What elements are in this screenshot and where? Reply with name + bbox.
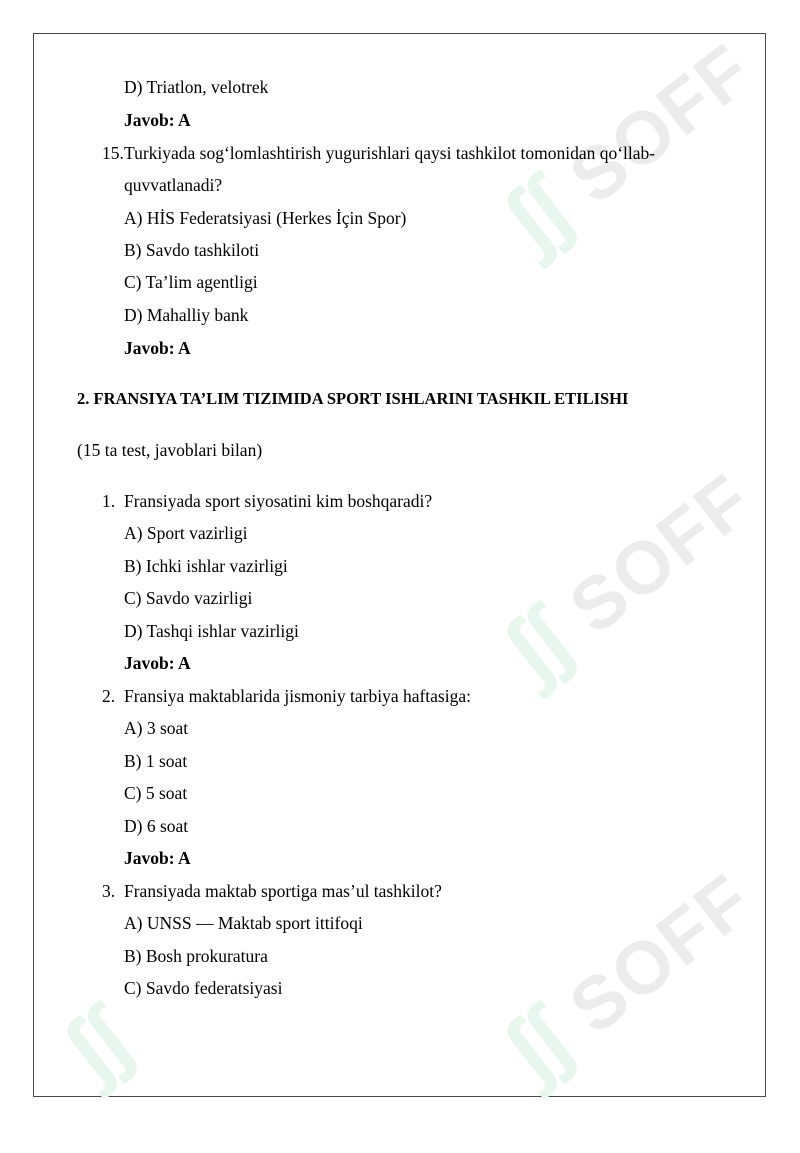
section-subtitle: (15 ta test, javoblari bilan) [77, 440, 263, 460]
option-c: C) Ta’lim agentligi [124, 272, 258, 292]
watermark-text: SOFF [554, 27, 768, 220]
watermark-logo-icon: ʃʃ [44, 990, 146, 1100]
option-c: C) Savdo vazirligi [124, 588, 253, 608]
watermark-logo-icon: ʃʃ [484, 160, 586, 270]
answer: Javob: A [124, 653, 191, 673]
watermark-logo-icon: ʃʃ [484, 990, 586, 1100]
option-a: A) HİS Federatsiyasi (Herkes İçin Spor) [124, 208, 407, 228]
option-b: B) Ichki ishlar vazirligi [124, 556, 288, 576]
watermark-logo-icon: ʃʃ [484, 590, 586, 700]
question-number: 2. [102, 686, 116, 706]
answer: Javob: A [124, 338, 191, 358]
watermark-text: SOFF [554, 857, 768, 1050]
option-d: D) Triatlon, velotrek [124, 77, 269, 97]
section-heading: 2. FRANSIYA TA’LIM TIZIMIDA SPORT ISHLARINI TASHKIL ETILISHI [77, 389, 629, 408]
option-a: A) UNSS — Maktab sport ittifoqi [124, 913, 363, 933]
option-a: A) 3 soat [124, 718, 189, 738]
option-a: A) Sport vazirligi [124, 523, 248, 543]
question-text-continued: quvvatlanadi? [124, 175, 223, 195]
option-d: D) 6 soat [124, 816, 189, 836]
watermark-text: SOFF [554, 457, 768, 650]
option-d: D) Mahalliy bank [124, 305, 249, 325]
answer: Javob: A [124, 848, 191, 868]
question-text: Turkiyada sog‘lomlashtirish yugurishlari qaysi tashkilot tomonidan qo‘llab- [124, 143, 656, 163]
question-number: 1. [102, 491, 116, 511]
question-text: Fransiya maktablarida jismoniy tarbiya haftasiga: [124, 686, 471, 706]
option-b: B) Bosh prokuratura [124, 946, 268, 966]
question-number: 15. [102, 143, 124, 163]
option-c: C) 5 soat [124, 783, 188, 803]
option-b: B) Savdo tashkiloti [124, 240, 260, 260]
option-b: B) 1 soat [124, 751, 188, 771]
option-c: C) Savdo federatsiyasi [124, 978, 283, 998]
question-text: Fransiyada sport siyosatini kim boshqaradi? [124, 491, 433, 511]
option-d: D) Tashqi ishlar vazirligi [124, 621, 299, 641]
answer: Javob: A [124, 110, 191, 130]
question-text: Fransiyada maktab sportiga mas’ul tashkilot? [124, 881, 442, 901]
question-number: 3. [102, 881, 116, 901]
